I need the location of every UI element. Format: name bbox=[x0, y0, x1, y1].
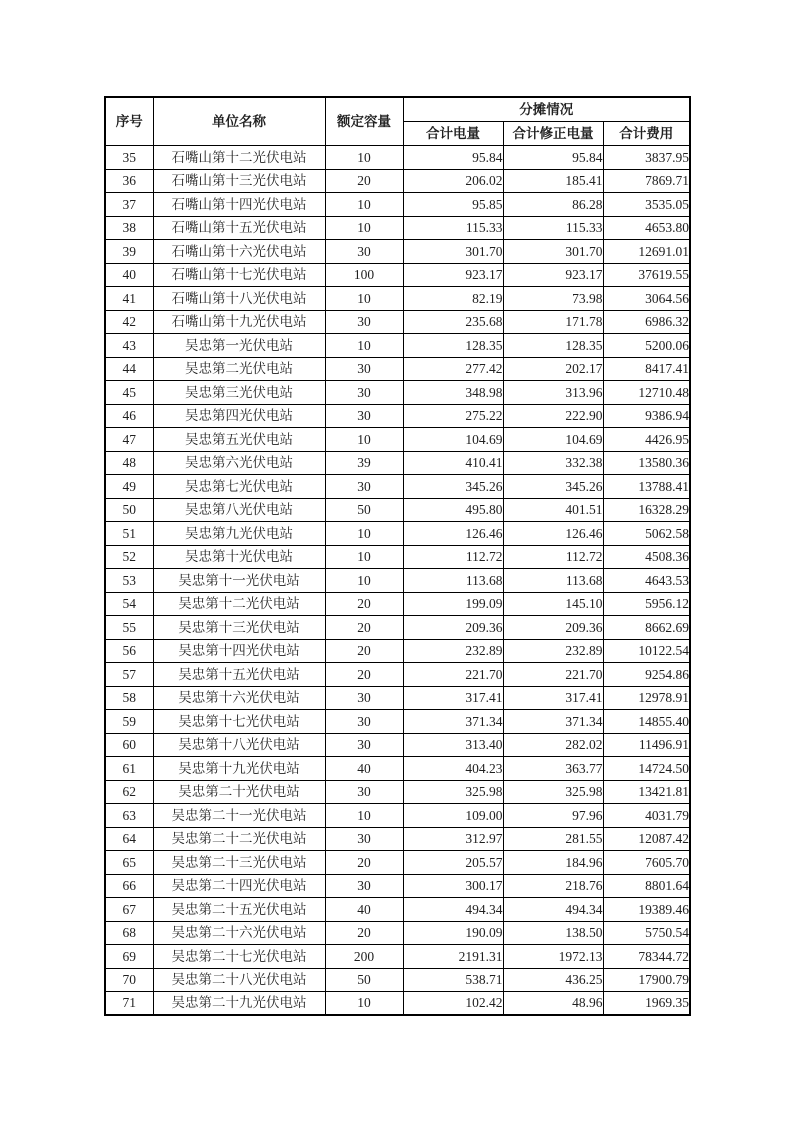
cell-unit-name: 吴忠第八光伏电站 bbox=[153, 498, 325, 522]
cell-serial: 69 bbox=[105, 945, 153, 969]
cell-total-cost: 7869.71 bbox=[603, 169, 690, 193]
cell-total-energy: 232.89 bbox=[403, 639, 503, 663]
cell-total-cost: 13421.81 bbox=[603, 780, 690, 804]
cell-total-cost: 3535.05 bbox=[603, 193, 690, 217]
header-corrected-energy: 合计修正电量 bbox=[503, 122, 603, 146]
cell-corrected-energy: 221.70 bbox=[503, 663, 603, 687]
table-row bbox=[105, 945, 690, 969]
cell-total-cost: 78344.72 bbox=[603, 945, 690, 969]
cell-unit-name: 吴忠第二十五光伏电站 bbox=[153, 898, 325, 922]
cell-unit-name: 吴忠第二十二光伏电站 bbox=[153, 827, 325, 851]
table-row bbox=[105, 804, 690, 828]
cell-total-energy: 277.42 bbox=[403, 357, 503, 381]
cell-unit-name: 石嘴山第十八光伏电站 bbox=[153, 287, 325, 311]
cell-corrected-energy: 95.84 bbox=[503, 146, 603, 170]
cell-corrected-energy: 325.98 bbox=[503, 780, 603, 804]
cell-corrected-energy: 209.36 bbox=[503, 616, 603, 640]
table-row bbox=[105, 710, 690, 734]
cell-unit-name: 石嘴山第十七光伏电站 bbox=[153, 263, 325, 287]
cell-corrected-energy: 232.89 bbox=[503, 639, 603, 663]
cell-rated-capacity: 50 bbox=[325, 498, 403, 522]
cell-unit-name: 吴忠第三光伏电站 bbox=[153, 381, 325, 405]
cell-serial: 39 bbox=[105, 240, 153, 264]
cell-total-energy: 109.00 bbox=[403, 804, 503, 828]
cell-rated-capacity: 10 bbox=[325, 146, 403, 170]
cell-serial: 48 bbox=[105, 451, 153, 475]
cell-total-cost: 7605.70 bbox=[603, 851, 690, 875]
cell-total-energy: 325.98 bbox=[403, 780, 503, 804]
cell-total-cost: 14724.50 bbox=[603, 757, 690, 781]
cell-corrected-energy: 281.55 bbox=[503, 827, 603, 851]
cell-unit-name: 吴忠第九光伏电站 bbox=[153, 522, 325, 546]
cell-serial: 44 bbox=[105, 357, 153, 381]
cell-corrected-energy: 494.34 bbox=[503, 898, 603, 922]
cell-rated-capacity: 30 bbox=[325, 310, 403, 334]
cell-unit-name: 吴忠第十二光伏电站 bbox=[153, 592, 325, 616]
cell-corrected-energy: 112.72 bbox=[503, 545, 603, 569]
cell-rated-capacity: 40 bbox=[325, 898, 403, 922]
cell-unit-name: 吴忠第七光伏电站 bbox=[153, 475, 325, 499]
cell-serial: 50 bbox=[105, 498, 153, 522]
header-serial: 序号 bbox=[105, 97, 153, 146]
cell-corrected-energy: 48.96 bbox=[503, 992, 603, 1016]
cell-rated-capacity: 20 bbox=[325, 592, 403, 616]
cell-total-cost: 8417.41 bbox=[603, 357, 690, 381]
cell-unit-name: 石嘴山第十三光伏电站 bbox=[153, 169, 325, 193]
cell-corrected-energy: 436.25 bbox=[503, 968, 603, 992]
cell-serial: 52 bbox=[105, 545, 153, 569]
cell-total-energy: 495.80 bbox=[403, 498, 503, 522]
cell-total-cost: 13580.36 bbox=[603, 451, 690, 475]
cell-rated-capacity: 10 bbox=[325, 545, 403, 569]
table-row bbox=[105, 733, 690, 757]
cell-serial: 65 bbox=[105, 851, 153, 875]
cell-corrected-energy: 73.98 bbox=[503, 287, 603, 311]
cell-total-energy: 128.35 bbox=[403, 334, 503, 358]
cell-total-cost: 4653.80 bbox=[603, 216, 690, 240]
cell-total-cost: 37619.55 bbox=[603, 263, 690, 287]
cell-total-energy: 235.68 bbox=[403, 310, 503, 334]
cell-corrected-energy: 104.69 bbox=[503, 428, 603, 452]
cell-total-energy: 104.69 bbox=[403, 428, 503, 452]
cell-serial: 64 bbox=[105, 827, 153, 851]
table-row bbox=[105, 334, 690, 358]
table-row bbox=[105, 616, 690, 640]
cell-corrected-energy: 282.02 bbox=[503, 733, 603, 757]
cell-serial: 53 bbox=[105, 569, 153, 593]
cell-unit-name: 吴忠第十八光伏电站 bbox=[153, 733, 325, 757]
cell-rated-capacity: 20 bbox=[325, 663, 403, 687]
cell-total-cost: 4426.95 bbox=[603, 428, 690, 452]
cell-rated-capacity: 30 bbox=[325, 404, 403, 428]
cell-serial: 38 bbox=[105, 216, 153, 240]
cell-total-energy: 82.19 bbox=[403, 287, 503, 311]
cell-total-energy: 199.09 bbox=[403, 592, 503, 616]
cell-corrected-energy: 923.17 bbox=[503, 263, 603, 287]
cell-rated-capacity: 10 bbox=[325, 522, 403, 546]
cell-total-cost: 3837.95 bbox=[603, 146, 690, 170]
cell-total-energy: 494.34 bbox=[403, 898, 503, 922]
cell-total-energy: 126.46 bbox=[403, 522, 503, 546]
cell-total-energy: 2191.31 bbox=[403, 945, 503, 969]
cell-rated-capacity: 30 bbox=[325, 710, 403, 734]
cell-serial: 37 bbox=[105, 193, 153, 217]
cell-serial: 71 bbox=[105, 992, 153, 1016]
cell-serial: 61 bbox=[105, 757, 153, 781]
table-row bbox=[105, 310, 690, 334]
table-row bbox=[105, 851, 690, 875]
cell-rated-capacity: 10 bbox=[325, 804, 403, 828]
cell-total-cost: 4508.36 bbox=[603, 545, 690, 569]
table-row bbox=[105, 827, 690, 851]
cell-unit-name: 石嘴山第十九光伏电站 bbox=[153, 310, 325, 334]
header-rated-capacity: 额定容量 bbox=[325, 97, 403, 146]
cell-corrected-energy: 97.96 bbox=[503, 804, 603, 828]
cell-unit-name: 吴忠第二十三光伏电站 bbox=[153, 851, 325, 875]
cell-unit-name: 吴忠第五光伏电站 bbox=[153, 428, 325, 452]
table-row bbox=[105, 968, 690, 992]
cell-rated-capacity: 10 bbox=[325, 287, 403, 311]
cell-total-energy: 923.17 bbox=[403, 263, 503, 287]
cell-total-cost: 9386.94 bbox=[603, 404, 690, 428]
cell-total-energy: 190.09 bbox=[403, 921, 503, 945]
cell-unit-name: 吴忠第二十一光伏电站 bbox=[153, 804, 325, 828]
cell-serial: 36 bbox=[105, 169, 153, 193]
cell-rated-capacity: 10 bbox=[325, 428, 403, 452]
cell-rated-capacity: 40 bbox=[325, 757, 403, 781]
cell-corrected-energy: 185.41 bbox=[503, 169, 603, 193]
cell-unit-name: 吴忠第十六光伏电站 bbox=[153, 686, 325, 710]
cell-total-cost: 6986.32 bbox=[603, 310, 690, 334]
cell-unit-name: 吴忠第十五光伏电站 bbox=[153, 663, 325, 687]
cell-corrected-energy: 313.96 bbox=[503, 381, 603, 405]
cell-unit-name: 吴忠第四光伏电站 bbox=[153, 404, 325, 428]
cell-rated-capacity: 30 bbox=[325, 733, 403, 757]
table-row bbox=[105, 992, 690, 1016]
table-row bbox=[105, 381, 690, 405]
cell-corrected-energy: 218.76 bbox=[503, 874, 603, 898]
cell-serial: 43 bbox=[105, 334, 153, 358]
cell-rated-capacity: 30 bbox=[325, 381, 403, 405]
cell-total-cost: 12691.01 bbox=[603, 240, 690, 264]
table-row bbox=[105, 475, 690, 499]
table-row bbox=[105, 898, 690, 922]
cell-total-cost: 3064.56 bbox=[603, 287, 690, 311]
cell-unit-name: 吴忠第二十六光伏电站 bbox=[153, 921, 325, 945]
cell-total-cost: 5956.12 bbox=[603, 592, 690, 616]
cell-unit-name: 吴忠第二十四光伏电站 bbox=[153, 874, 325, 898]
table-row bbox=[105, 146, 690, 170]
cell-rated-capacity: 30 bbox=[325, 357, 403, 381]
cell-rated-capacity: 20 bbox=[325, 921, 403, 945]
cell-rated-capacity: 10 bbox=[325, 992, 403, 1016]
cell-serial: 60 bbox=[105, 733, 153, 757]
cell-total-energy: 410.41 bbox=[403, 451, 503, 475]
cell-corrected-energy: 363.77 bbox=[503, 757, 603, 781]
cell-serial: 67 bbox=[105, 898, 153, 922]
cell-serial: 47 bbox=[105, 428, 153, 452]
cell-total-cost: 10122.54 bbox=[603, 639, 690, 663]
cell-serial: 70 bbox=[105, 968, 153, 992]
cell-corrected-energy: 371.34 bbox=[503, 710, 603, 734]
cell-rated-capacity: 200 bbox=[325, 945, 403, 969]
cell-unit-name: 吴忠第二十七光伏电站 bbox=[153, 945, 325, 969]
cell-corrected-energy: 128.35 bbox=[503, 334, 603, 358]
cell-serial: 55 bbox=[105, 616, 153, 640]
table-row bbox=[105, 357, 690, 381]
cell-unit-name: 吴忠第二十光伏电站 bbox=[153, 780, 325, 804]
cell-serial: 51 bbox=[105, 522, 153, 546]
cell-corrected-energy: 332.38 bbox=[503, 451, 603, 475]
cell-serial: 58 bbox=[105, 686, 153, 710]
cell-total-cost: 11496.91 bbox=[603, 733, 690, 757]
cell-total-cost: 19389.46 bbox=[603, 898, 690, 922]
table-row bbox=[105, 193, 690, 217]
cell-unit-name: 吴忠第十四光伏电站 bbox=[153, 639, 325, 663]
header-unit-name: 单位名称 bbox=[153, 97, 325, 146]
cell-total-energy: 221.70 bbox=[403, 663, 503, 687]
table-row bbox=[105, 663, 690, 687]
cell-corrected-energy: 317.41 bbox=[503, 686, 603, 710]
cell-total-cost: 13788.41 bbox=[603, 475, 690, 499]
cell-unit-name: 吴忠第十三光伏电站 bbox=[153, 616, 325, 640]
cell-serial: 40 bbox=[105, 263, 153, 287]
header-total-cost: 合计费用 bbox=[603, 122, 690, 146]
cell-total-energy: 317.41 bbox=[403, 686, 503, 710]
cell-serial: 59 bbox=[105, 710, 153, 734]
cell-total-cost: 14855.40 bbox=[603, 710, 690, 734]
cell-total-energy: 206.02 bbox=[403, 169, 503, 193]
cell-total-energy: 404.23 bbox=[403, 757, 503, 781]
cell-rated-capacity: 30 bbox=[325, 240, 403, 264]
cell-unit-name: 石嘴山第十二光伏电站 bbox=[153, 146, 325, 170]
cell-serial: 62 bbox=[105, 780, 153, 804]
cell-total-energy: 95.84 bbox=[403, 146, 503, 170]
cell-rated-capacity: 20 bbox=[325, 616, 403, 640]
cell-total-energy: 115.33 bbox=[403, 216, 503, 240]
cell-rated-capacity: 10 bbox=[325, 216, 403, 240]
cell-rated-capacity: 30 bbox=[325, 780, 403, 804]
allocation-table bbox=[104, 96, 691, 1016]
cell-total-energy: 301.70 bbox=[403, 240, 503, 264]
cell-serial: 46 bbox=[105, 404, 153, 428]
cell-serial: 54 bbox=[105, 592, 153, 616]
table-row bbox=[105, 428, 690, 452]
cell-corrected-energy: 126.46 bbox=[503, 522, 603, 546]
table-row bbox=[105, 686, 690, 710]
cell-corrected-energy: 1972.13 bbox=[503, 945, 603, 969]
cell-corrected-energy: 86.28 bbox=[503, 193, 603, 217]
cell-unit-name: 石嘴山第十五光伏电站 bbox=[153, 216, 325, 240]
cell-serial: 56 bbox=[105, 639, 153, 663]
cell-total-energy: 348.98 bbox=[403, 381, 503, 405]
cell-rated-capacity: 20 bbox=[325, 169, 403, 193]
cell-serial: 35 bbox=[105, 146, 153, 170]
table-body bbox=[105, 146, 690, 1016]
cell-rated-capacity: 30 bbox=[325, 475, 403, 499]
cell-total-energy: 538.71 bbox=[403, 968, 503, 992]
cell-corrected-energy: 401.51 bbox=[503, 498, 603, 522]
cell-total-energy: 345.26 bbox=[403, 475, 503, 499]
cell-total-energy: 205.57 bbox=[403, 851, 503, 875]
cell-serial: 49 bbox=[105, 475, 153, 499]
cell-rated-capacity: 100 bbox=[325, 263, 403, 287]
table-row bbox=[105, 639, 690, 663]
table-row bbox=[105, 921, 690, 945]
cell-corrected-energy: 222.90 bbox=[503, 404, 603, 428]
cell-total-energy: 312.97 bbox=[403, 827, 503, 851]
table-row bbox=[105, 545, 690, 569]
cell-serial: 45 bbox=[105, 381, 153, 405]
header-allocation-group: 分摊情况 bbox=[403, 97, 690, 122]
cell-rated-capacity: 20 bbox=[325, 851, 403, 875]
cell-rated-capacity: 39 bbox=[325, 451, 403, 475]
cell-total-cost: 12978.91 bbox=[603, 686, 690, 710]
cell-total-cost: 5200.06 bbox=[603, 334, 690, 358]
cell-serial: 63 bbox=[105, 804, 153, 828]
cell-rated-capacity: 30 bbox=[325, 686, 403, 710]
cell-corrected-energy: 301.70 bbox=[503, 240, 603, 264]
cell-total-energy: 371.34 bbox=[403, 710, 503, 734]
cell-rated-capacity: 10 bbox=[325, 569, 403, 593]
cell-corrected-energy: 115.33 bbox=[503, 216, 603, 240]
cell-total-cost: 9254.86 bbox=[603, 663, 690, 687]
cell-total-cost: 1969.35 bbox=[603, 992, 690, 1016]
cell-unit-name: 吴忠第十七光伏电站 bbox=[153, 710, 325, 734]
cell-unit-name: 石嘴山第十四光伏电站 bbox=[153, 193, 325, 217]
table-row bbox=[105, 874, 690, 898]
cell-rated-capacity: 10 bbox=[325, 193, 403, 217]
cell-rated-capacity: 30 bbox=[325, 827, 403, 851]
cell-unit-name: 吴忠第二光伏电站 bbox=[153, 357, 325, 381]
table-row bbox=[105, 169, 690, 193]
cell-total-cost: 4643.53 bbox=[603, 569, 690, 593]
cell-total-cost: 8662.69 bbox=[603, 616, 690, 640]
cell-rated-capacity: 30 bbox=[325, 874, 403, 898]
cell-unit-name: 吴忠第二十九光伏电站 bbox=[153, 992, 325, 1016]
table-row bbox=[105, 451, 690, 475]
table-row bbox=[105, 757, 690, 781]
cell-unit-name: 吴忠第六光伏电站 bbox=[153, 451, 325, 475]
cell-unit-name: 吴忠第十光伏电站 bbox=[153, 545, 325, 569]
table-row bbox=[105, 263, 690, 287]
cell-corrected-energy: 145.10 bbox=[503, 592, 603, 616]
cell-total-cost: 4031.79 bbox=[603, 804, 690, 828]
cell-serial: 66 bbox=[105, 874, 153, 898]
cell-unit-name: 吴忠第十一光伏电站 bbox=[153, 569, 325, 593]
table-row bbox=[105, 287, 690, 311]
cell-total-cost: 5750.54 bbox=[603, 921, 690, 945]
cell-corrected-energy: 345.26 bbox=[503, 475, 603, 499]
cell-corrected-energy: 184.96 bbox=[503, 851, 603, 875]
header-total-energy: 合计电量 bbox=[403, 122, 503, 146]
cell-total-energy: 275.22 bbox=[403, 404, 503, 428]
cell-serial: 42 bbox=[105, 310, 153, 334]
cell-total-energy: 102.42 bbox=[403, 992, 503, 1016]
table-header bbox=[105, 97, 690, 146]
cell-corrected-energy: 138.50 bbox=[503, 921, 603, 945]
cell-rated-capacity: 50 bbox=[325, 968, 403, 992]
cell-unit-name: 吴忠第十九光伏电站 bbox=[153, 757, 325, 781]
table-row bbox=[105, 216, 690, 240]
cell-total-cost: 12710.48 bbox=[603, 381, 690, 405]
cell-corrected-energy: 202.17 bbox=[503, 357, 603, 381]
header-row-group bbox=[105, 97, 690, 122]
cell-total-cost: 5062.58 bbox=[603, 522, 690, 546]
table-row bbox=[105, 780, 690, 804]
cell-rated-capacity: 10 bbox=[325, 334, 403, 358]
cell-corrected-energy: 113.68 bbox=[503, 569, 603, 593]
table-row bbox=[105, 240, 690, 264]
cell-rated-capacity: 20 bbox=[325, 639, 403, 663]
cell-total-energy: 95.85 bbox=[403, 193, 503, 217]
table-row bbox=[105, 592, 690, 616]
cell-serial: 41 bbox=[105, 287, 153, 311]
table-row bbox=[105, 498, 690, 522]
cell-corrected-energy: 171.78 bbox=[503, 310, 603, 334]
cell-unit-name: 吴忠第二十八光伏电站 bbox=[153, 968, 325, 992]
table-row bbox=[105, 569, 690, 593]
cell-total-energy: 313.40 bbox=[403, 733, 503, 757]
table-row bbox=[105, 522, 690, 546]
cell-total-energy: 209.36 bbox=[403, 616, 503, 640]
cell-total-energy: 300.17 bbox=[403, 874, 503, 898]
cell-total-cost: 8801.64 bbox=[603, 874, 690, 898]
cell-total-cost: 12087.42 bbox=[603, 827, 690, 851]
cell-total-cost: 16328.29 bbox=[603, 498, 690, 522]
cell-unit-name: 吴忠第一光伏电站 bbox=[153, 334, 325, 358]
table-row bbox=[105, 404, 690, 428]
cell-serial: 68 bbox=[105, 921, 153, 945]
cell-total-energy: 112.72 bbox=[403, 545, 503, 569]
cell-total-cost: 17900.79 bbox=[603, 968, 690, 992]
cell-total-energy: 113.68 bbox=[403, 569, 503, 593]
cell-unit-name: 石嘴山第十六光伏电站 bbox=[153, 240, 325, 264]
cell-serial: 57 bbox=[105, 663, 153, 687]
